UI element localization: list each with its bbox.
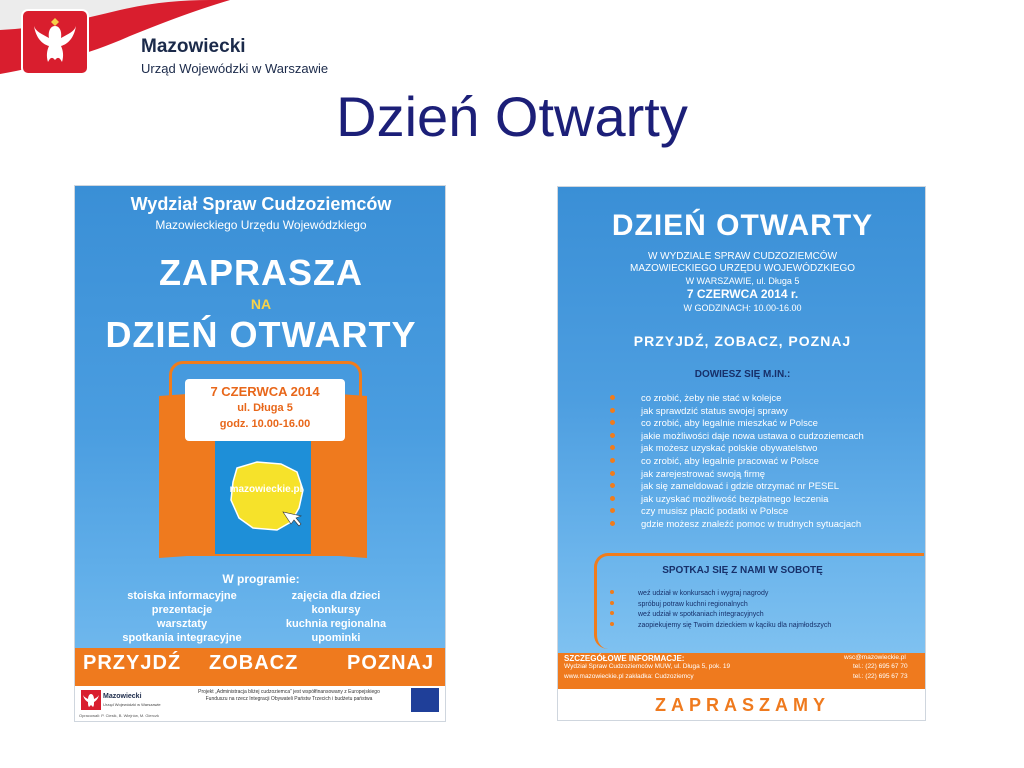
program-item: stoiska informacyjne bbox=[127, 590, 237, 602]
info-phone-2: tel.: (22) 695 67 73 bbox=[853, 673, 908, 680]
poster-left-subtitle: Mazowieckiego Urzędu Wojewódzkiego bbox=[155, 218, 367, 232]
program-item: spotkania integracyjne bbox=[122, 632, 242, 644]
poster-left-event: DZIEŃ OTWARTY bbox=[105, 314, 417, 355]
brand-subtitle: Urząd Wojewódzki w Warszawie bbox=[141, 61, 329, 76]
footer-credits: Opracowali: P. Ciesik, B. Wiejrów, M. Gierczk bbox=[79, 713, 159, 718]
info-email: wsc@mazowieckie.pl bbox=[844, 654, 906, 661]
list-item: jakie możliwości daje nowa ustawa o cudzoziemcach bbox=[610, 431, 920, 444]
info-phone-1: tel.: (22) 695 67 70 bbox=[853, 663, 908, 670]
program-list-right bbox=[261, 589, 411, 645]
list-item: zaopiekujemy się Twoim dzieckiem w kąciku dla najmłodszych bbox=[610, 621, 920, 632]
info-website: www.mazowieckie.pl zakładka: Cudzoziemcy bbox=[564, 673, 694, 680]
program-item: prezentacje bbox=[151, 604, 213, 616]
map-url: mazowieckie.pl bbox=[229, 484, 303, 495]
saturday-title: SPOTKAJ SIĘ Z NAMI W SOBOTĘ bbox=[662, 565, 823, 576]
program-list-left bbox=[107, 589, 257, 645]
poster-right-date: 7 CZERWCA 2014 r. bbox=[686, 287, 799, 301]
program-item: warsztaty bbox=[156, 618, 208, 630]
event-street: ul. Długa 5 bbox=[237, 402, 293, 414]
list-item: co zrobić, aby legalnie mieszkać w Polsce bbox=[610, 418, 920, 431]
location-line-2: MAZOWIECKIEGO URZĘDU WOJEWÓDZKIEGO bbox=[630, 263, 855, 274]
list-item: co zrobić, żeby nie stać w kolejce bbox=[610, 393, 920, 406]
poster-left-invite: ZAPRASZA bbox=[159, 252, 363, 293]
motto-come: PRZYJDŹ bbox=[83, 652, 182, 674]
list-item: weź udział w konkursach i wygraj nagrody bbox=[610, 589, 920, 600]
list-item: jak uzyskać możliwość bezpłatnego leczenia bbox=[610, 494, 920, 507]
eu-flag-icon bbox=[411, 688, 439, 712]
event-card bbox=[185, 379, 345, 441]
event-hours: godz. 10.00-16.00 bbox=[219, 418, 311, 430]
closing-text: ZAPRASZAMY bbox=[655, 695, 830, 715]
list-item: gdzie możesz znaleźć pomoc w trudnych sytuacjach bbox=[610, 519, 920, 532]
poster-right-hours: W GODZINACH: 10.00-16.00 bbox=[683, 303, 802, 313]
motto-learn: POZNAJ bbox=[347, 652, 435, 674]
poster-right bbox=[557, 186, 926, 721]
poster-left bbox=[74, 185, 446, 722]
poster-left-title: Wydział Spraw Cudzoziemców bbox=[130, 194, 392, 214]
learn-title: DOWIESZ SIĘ M.IN.: bbox=[694, 369, 791, 380]
footer-brand-name: Mazowiecki bbox=[103, 693, 142, 700]
location-line-1: W WYDZIALE SPRAW CUDZOZIEMCÓW bbox=[647, 251, 838, 262]
list-item: co zrobić, aby legalnie pracować w Polsce bbox=[610, 456, 920, 469]
program-item: upominki bbox=[311, 632, 361, 644]
footer-project-note: Projekt „Administracja bliżej cudzoziemca” jest współfinansowany z Europejskiego Funduszu na rzecz Integracji Obywateli Państw Trzecich i budżetu państwa bbox=[198, 689, 380, 702]
slide-title: Dzień Otwarty bbox=[336, 85, 688, 148]
list-item: jak sprawdzić status swojej sprawy bbox=[610, 406, 920, 419]
list-item: jak możesz uzyskać polskie obywatelstwo bbox=[610, 443, 920, 456]
program-item: konkursy bbox=[311, 604, 361, 616]
list-item: czy musisz płacić podatki w Polsce bbox=[610, 506, 920, 519]
program-item: zajęcia dla dzieci bbox=[291, 590, 381, 602]
program-item: kuchnia regionalna bbox=[285, 618, 387, 630]
location-line-3: W WARSZAWIE, ul. Długa 5 bbox=[685, 276, 800, 286]
brand-name: Mazowiecki bbox=[141, 36, 246, 57]
info-address: Wydział Spraw Cudzoziemców MUW, ul. Długa 5, pok. 19 bbox=[564, 663, 731, 670]
eagle-emblem-icon bbox=[32, 14, 78, 68]
program-title: W programie: bbox=[222, 572, 300, 586]
learn-list bbox=[610, 393, 920, 532]
poster-right-title: DZIEŃ OTWARTY bbox=[611, 209, 874, 242]
list-item: weź udział w spotkaniach integracyjnych bbox=[610, 610, 920, 621]
poster-right-motto: PRZYJDŹ, ZOBACZ, POZNAJ bbox=[633, 333, 852, 349]
event-date: 7 CZERWCA 2014 bbox=[210, 384, 320, 399]
motto-see: ZOBACZ bbox=[209, 652, 299, 674]
list-item: spróbuj potraw kuchni regionalnych bbox=[610, 600, 920, 611]
poster-left-na: NA bbox=[250, 296, 272, 312]
list-item: jak zarejestrować swoją firmę bbox=[610, 469, 920, 482]
info-title: SZCZEGÓŁOWE INFORMACJE: bbox=[564, 654, 685, 663]
eagle-logo-icon bbox=[81, 690, 101, 710]
list-item: jak się zameldować i gdzie otrzymać nr PESEL bbox=[610, 481, 920, 494]
poland-map-icon bbox=[223, 456, 311, 536]
footer-brand-sub: Urząd Wojewódzki w Warszawie bbox=[103, 702, 161, 707]
saturday-list bbox=[610, 589, 920, 631]
